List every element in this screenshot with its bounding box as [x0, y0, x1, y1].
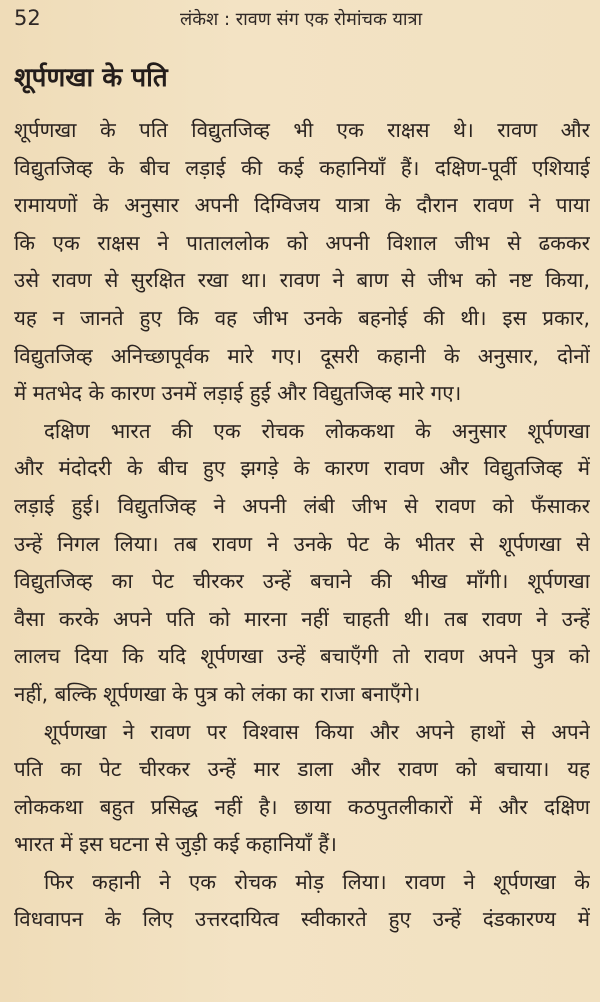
text-line: वैसा करके अपने पति को मारना नहीं चाहती थी। तब रावण ने उन्हें — [14, 606, 590, 631]
page-header — [0, 4, 600, 34]
text-line: में मतभेद के कारण उनमें लड़ाई हुई और विद्युतजिव्ह मारे गए। — [14, 381, 462, 406]
page-number: 52 — [14, 6, 41, 30]
text-line: पति का पेट चीरकर उन्हें मार डाला और रावण को बचाया। यह — [14, 757, 590, 782]
text-line: लड़ाई हुई। विद्युतजिव्ह ने अपनी लंबी जीभ से रावण को फँसाकर — [14, 493, 590, 518]
text-line: विद्युतजिव्ह का पेट चीरकर उन्हें बचाने की भीख माँगी। शूर्पणखा — [14, 569, 590, 594]
paragraph-start-line: शूर्पणखा ने रावण पर विश्वास किया और अपने हाथों से अपने — [44, 719, 590, 744]
text-line: उन्हें निगल लिया। तब रावण ने उनके पेट के भीतर से शूर्पणखा से — [14, 531, 590, 556]
text-line: विद्युतजिव्ह के बीच लड़ाई की कई कहानियाँ हैं। दक्षिण-पूर्वी एशियाई — [14, 155, 590, 180]
text-line: यह न जानते हुए कि वह जीभ उनके बहनोई की थी। इस प्रकार, — [14, 305, 590, 330]
text-line: नहीं, बल्कि शूर्पणखा के पुत्र को लंका का राजा बनाएँगे। — [14, 681, 421, 706]
running-title: लंकेश : रावण संग एक रोमांचक यात्रा — [180, 9, 423, 30]
text-line: उसे रावण से सुरक्षित रखा था। रावण ने बाण से जीभ को नष्ट किया, — [14, 268, 590, 293]
text-line: भारत में इस घटना से जुड़ी कई कहानियाँ हैं। — [14, 832, 337, 857]
text-line: रामायणों के अनुसार अपनी दिग्विजय यात्रा के दौरान रावण ने पाया — [14, 193, 590, 218]
paragraph-start-line: फिर कहानी ने एक रोचक मोड़ लिया। रावण ने शूर्पणखा के — [44, 869, 590, 894]
paragraph-start-line: दक्षिण भारत की एक रोचक लोककथा के अनुसार शूर्पणखा — [44, 418, 590, 443]
text-line: लालच दिया कि यदि शूर्पणखा उन्हें बचाएँगी तो रावण अपने पुत्र को — [14, 644, 590, 669]
text-line: और मंदोदरी के बीच हुए झगड़े के कारण रावण और विद्युतजिव्ह में — [14, 456, 590, 481]
text-line: विद्युतजिव्ह अनिच्छापूर्वक मारे गए। दूसरी कहानी के अनुसार, दोनों — [14, 343, 590, 368]
text-line: विधवापन के लिए उत्तरदायित्व स्वीकारते हुए उन्हें दंडकारण्य में — [14, 907, 590, 932]
section-heading: शूर्पणखा के पति — [14, 63, 168, 93]
text-line: शूर्पणखा के पति विद्युतजिव्ह भी एक राक्षस थे। रावण और — [14, 118, 590, 142]
text-line: लोककथा बहुत प्रसिद्ध नहीं है। छाया कठपुतलीकारों में और दक्षिण — [14, 794, 590, 819]
body-text — [14, 112, 590, 939]
text-line: कि एक राक्षस ने पाताललोक को अपनी विशाल जीभ से ढककर — [14, 230, 590, 255]
